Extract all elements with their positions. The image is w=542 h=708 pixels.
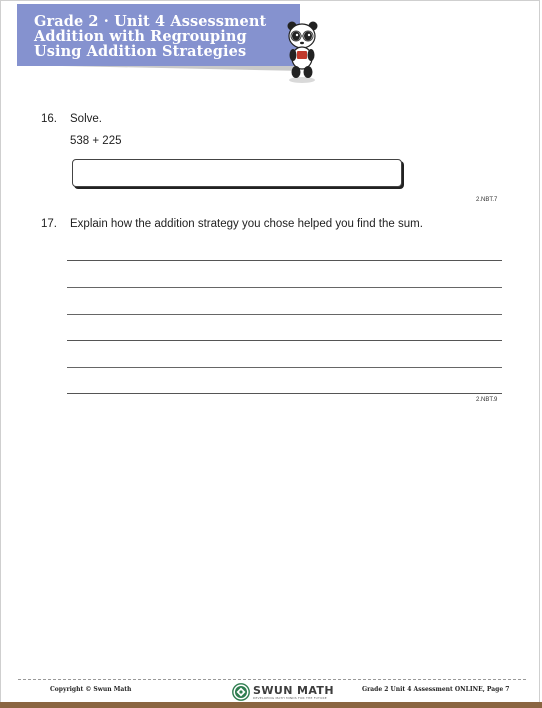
writing-line-2[interactable] xyxy=(67,287,502,288)
answer-box[interactable] xyxy=(72,159,402,187)
standard-code-16: 2.NBT.7 xyxy=(476,197,498,203)
writing-line-5[interactable] xyxy=(67,367,502,368)
writing-line-4[interactable] xyxy=(67,340,502,341)
question-16-expression: 538 + 225 xyxy=(70,135,122,147)
logo-tagline: DEVELOPING MATH MINDS FOR THE FUTURE xyxy=(253,695,327,700)
panda-mascot-icon xyxy=(282,18,322,88)
question-17-prompt: Explain how the addition strategy you chose helped you find the sum. xyxy=(70,218,423,230)
banner-title-line-1: Grade 2 · Unit 4 Assessment xyxy=(34,13,267,30)
banner-title-line-2: Addition with Regrouping xyxy=(34,28,247,45)
bottom-bar xyxy=(0,702,542,708)
footer-divider xyxy=(18,679,526,680)
swun-logo-icon xyxy=(232,683,250,701)
writing-line-6[interactable] xyxy=(67,393,502,394)
question-16-number: 16. xyxy=(41,113,57,125)
footer-page-label: Grade 2 Unit 4 Assessment ONLINE, Page 7 xyxy=(362,686,510,693)
footer-copyright: Copyright © Swun Math xyxy=(50,686,132,693)
swun-math-logo xyxy=(232,682,334,702)
writing-line-3[interactable] xyxy=(67,314,502,315)
standard-code-17: 2.NBT.9 xyxy=(476,397,498,403)
header-banner xyxy=(17,4,300,66)
banner-title-line-3: Using Addition Strategies xyxy=(34,43,247,60)
logo-name: SWUN MATH xyxy=(253,683,334,697)
writing-line-1[interactable] xyxy=(67,260,502,261)
question-17-number: 17. xyxy=(41,218,57,230)
question-16-prompt: Solve. xyxy=(70,113,102,125)
